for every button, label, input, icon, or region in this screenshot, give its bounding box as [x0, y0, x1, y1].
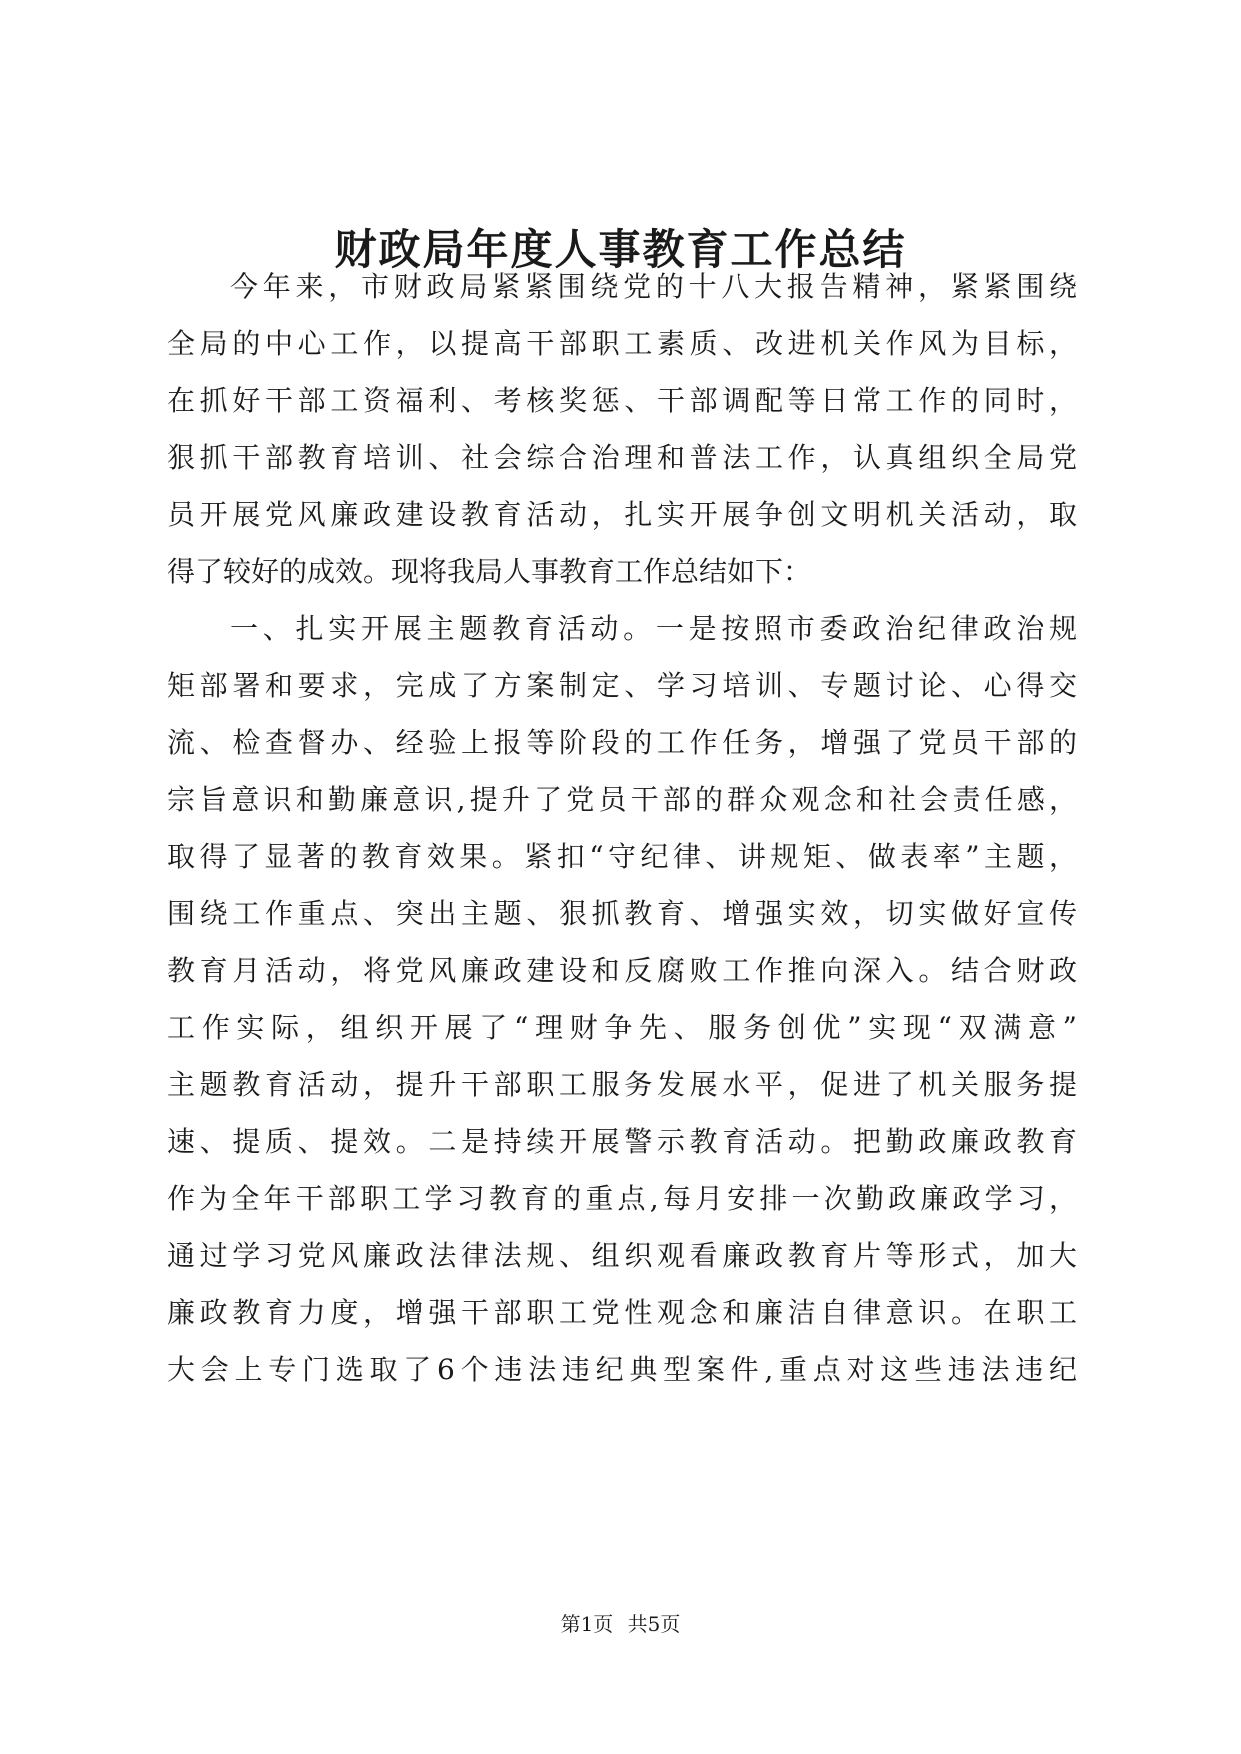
paragraph-line: 员开展党风廉政建设教育活动，扎实开展争创文明机关活动，取: [167, 498, 1077, 531]
paragraph-line: 取得了显著的教育效果。紧扣“守纪律、讲规矩、做表率”主题，: [167, 840, 1077, 873]
paragraph-line: 围绕工作重点、突出主题、狠抓教育、增强实效，切实做好宣传: [167, 897, 1077, 930]
page-number: 第1页: [560, 1612, 614, 1636]
paragraph-line: 全局的中心工作，以提高干部职工素质、改进机关作风为目标，: [167, 327, 1077, 360]
paragraph-line: 工作实际，组织开展了“理财争先、服务创优”实现“双满意”: [167, 1011, 1077, 1044]
paragraph-line: 主题教育活动，提升干部职工服务发展水平，促进了机关服务提: [167, 1068, 1077, 1101]
page-total: 共5页: [627, 1612, 681, 1636]
paragraph-line: 今年来，市财政局紧紧围绕党的十八大报告精神，紧紧围绕: [230, 270, 1077, 303]
paragraph-line: 狠抓干部教育培训、社会综合治理和普法工作，认真组织全局党: [167, 441, 1077, 474]
paragraph-line: 大会上专门选取了6个违法违纪典型案件,重点对这些违法违纪: [167, 1353, 1077, 1386]
document-title: 财政局年度人事教育工作总结: [334, 225, 907, 274]
paragraph-line: 一、扎实开展主题教育活动。一是按照市委政治纪律政治规: [230, 612, 1077, 645]
paragraph-line: 在抓好干部工资福利、考核奖惩、干部调配等日常工作的同时，: [167, 384, 1077, 417]
paragraph-line: 流、检查督办、经验上报等阶段的工作任务，增强了党员干部的: [167, 726, 1077, 759]
paragraph-line: 宗旨意识和勤廉意识,提升了党员干部的群众观念和社会责任感，: [167, 783, 1077, 816]
paragraph-line: 廉政教育力度，增强干部职工党性观念和廉洁自律意识。在职工: [167, 1296, 1077, 1329]
paragraph-line: 得了较好的成效。现将我局人事教育工作总结如下：: [167, 555, 812, 588]
paragraph-line: 通过学习党风廉政法律法规、组织观看廉政教育片等形式，加大: [167, 1239, 1077, 1272]
paragraph-line: 速、提质、提效。二是持续开展警示教育活动。把勤政廉政教育: [167, 1125, 1077, 1158]
paragraph-line: 教育月活动，将党风廉政建设和反腐败工作推向深入。结合财政: [167, 954, 1077, 987]
page-footer: [0, 1610, 1241, 1638]
paragraph-line: 矩部署和要求，完成了方案制定、学习培训、专题讨论、心得交: [167, 669, 1077, 702]
paragraph-line: 作为全年干部职工学习教育的重点,每月安排一次勤政廉政学习，: [167, 1182, 1077, 1215]
